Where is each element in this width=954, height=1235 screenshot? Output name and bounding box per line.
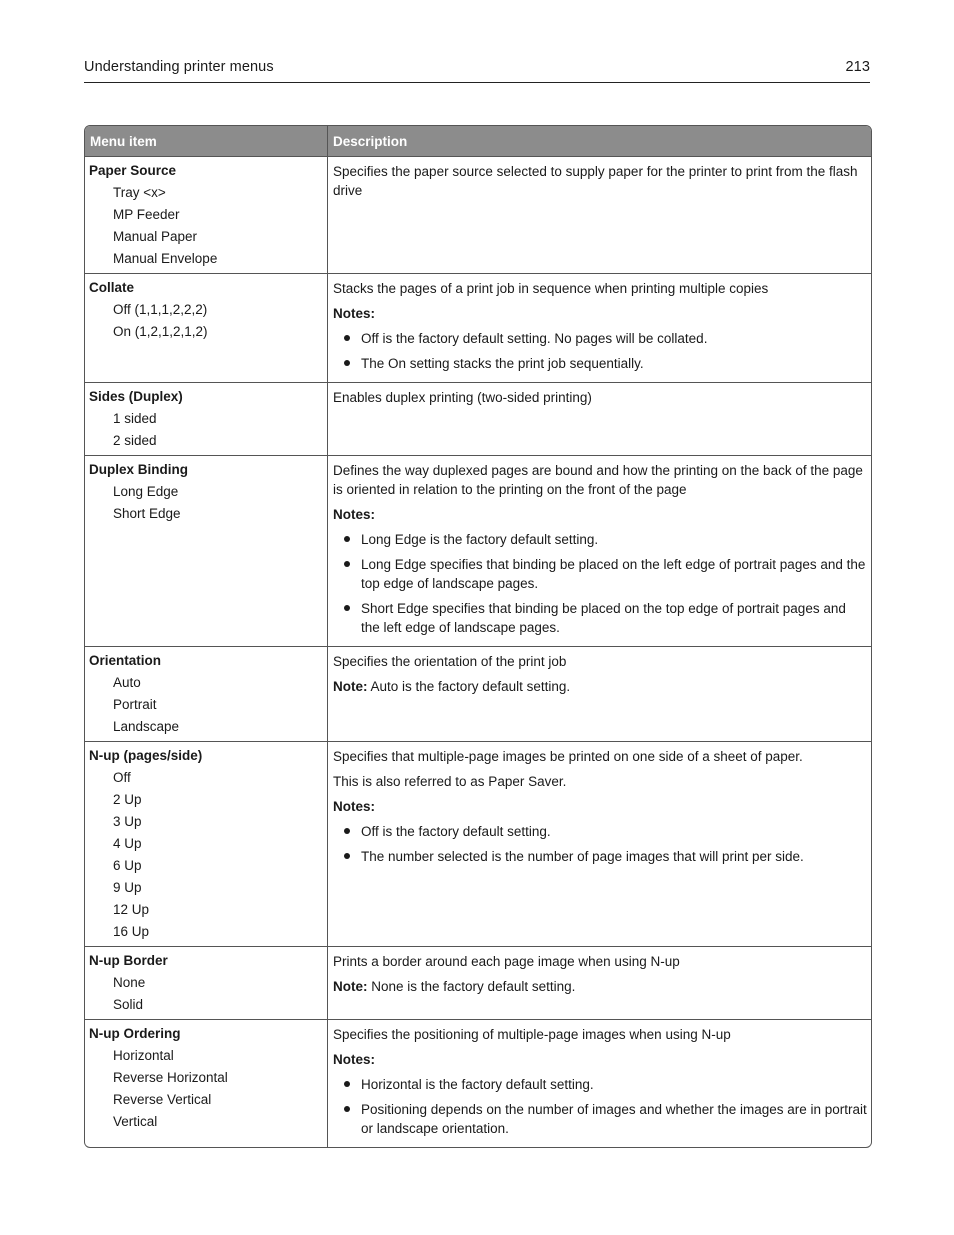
note-item-text: Positioning depends on the number of images and whether the images are in portrait or landscape orientation. xyxy=(361,1102,867,1136)
description-cell xyxy=(328,742,871,946)
menu-option: Manual Envelope xyxy=(113,251,218,266)
menu-option: On (1,2,1,2,1,2) xyxy=(113,324,208,339)
menu-item-title: N-up Border xyxy=(89,953,168,968)
description-text: Enables duplex printing (two-sided printing) xyxy=(333,390,592,405)
note-text: None is the factory default setting. xyxy=(367,979,576,994)
note-item xyxy=(333,329,867,348)
description-cell xyxy=(328,157,871,273)
bullet-icon xyxy=(344,360,350,366)
note xyxy=(333,677,867,696)
bullet-icon xyxy=(344,853,350,859)
note-item-text: Short Edge specifies that binding be placed on the top edge of portrait pages and the left edge of landscape pages. xyxy=(361,601,846,635)
menu-option: Reverse Vertical xyxy=(113,1092,212,1107)
bullet-icon xyxy=(344,828,350,834)
note-item xyxy=(333,847,867,866)
description-text: Defines the way duplexed pages are bound and how the printing on the back of the page is oriented in relation to the printing on the front of the page xyxy=(333,463,863,497)
note-item xyxy=(333,354,867,373)
menu-item-cell xyxy=(85,742,328,946)
menu-option: 16 Up xyxy=(113,924,150,939)
menu-item-cell xyxy=(85,1020,328,1147)
menu-item-cell xyxy=(85,157,328,273)
note-item-text: Long Edge specifies that binding be placed on the left edge of portrait pages and the top edge of landscape pages. xyxy=(361,557,866,591)
notes-heading: Notes: xyxy=(333,507,376,522)
notes-heading: Notes: xyxy=(333,1052,376,1067)
bullet-icon xyxy=(344,335,350,341)
description-cell xyxy=(328,274,871,382)
note-item xyxy=(333,599,867,637)
menu-option: Horizontal xyxy=(113,1048,174,1063)
note-item xyxy=(333,1100,867,1138)
menu-item-cell xyxy=(85,947,328,1019)
description-text: Stacks the pages of a print job in sequence when printing multiple copies xyxy=(333,281,769,296)
description-text: Specifies that multiple-page images be printed on one side of a sheet of paper. xyxy=(333,749,803,764)
menu-option: Portrait xyxy=(113,697,157,712)
table-row xyxy=(85,455,871,646)
menu-option: 4 Up xyxy=(113,836,142,851)
column-header-menu-item: Menu item xyxy=(85,126,328,156)
description-cell xyxy=(328,947,871,1019)
menu-option: Tray <x> xyxy=(113,185,166,200)
menu-option: 12 Up xyxy=(113,902,150,917)
bullet-icon xyxy=(344,561,350,567)
menu-option: Manual Paper xyxy=(113,229,198,244)
menu-option: 2 sided xyxy=(113,433,157,448)
section-title: Understanding printer menus xyxy=(84,59,274,75)
menu-item-title: Paper Source xyxy=(89,163,177,178)
column-header-description: Description xyxy=(333,134,408,149)
menu-option: 6 Up xyxy=(113,858,142,873)
notes-list xyxy=(333,329,867,373)
menu-item-title: Sides (Duplex) xyxy=(89,389,183,404)
bullet-icon xyxy=(344,1106,350,1112)
bullet-icon xyxy=(344,605,350,611)
note-item-text: Long Edge is the factory default setting. xyxy=(361,532,599,547)
table-row xyxy=(85,946,871,1019)
note-text: Auto is the factory default setting. xyxy=(367,679,571,694)
description-cell xyxy=(328,383,871,455)
menu-item-cell xyxy=(85,456,328,646)
menu-option: 1 sided xyxy=(113,411,157,426)
description-text: Prints a border around each page image when using N-up xyxy=(333,954,680,969)
menu-option: Landscape xyxy=(113,719,180,734)
note-item xyxy=(333,555,867,593)
menu-item-title: Collate xyxy=(89,280,135,295)
description-text: This is also referred to as Paper Saver. xyxy=(333,774,567,789)
notes-list xyxy=(333,1075,867,1138)
menu-option: Reverse Horizontal xyxy=(113,1070,228,1085)
note-item xyxy=(333,530,867,549)
notes-heading: Notes: xyxy=(333,799,376,814)
menu-option: Off xyxy=(113,770,131,785)
menu-option: 3 Up xyxy=(113,814,142,829)
note-item-text: The On setting stacks the print job sequentially. xyxy=(361,356,644,371)
note-item-text: Off is the factory default setting. xyxy=(361,824,551,839)
menu-option: Solid xyxy=(113,997,144,1012)
description-text: Specifies the positioning of multiple-page images when using N-up xyxy=(333,1027,731,1042)
note-item-text: Off is the factory default setting. No pages will be collated. xyxy=(361,331,708,346)
running-header xyxy=(84,59,870,83)
menu-item-title: N-up (pages/side) xyxy=(89,748,203,763)
table-row xyxy=(85,273,871,382)
table-row xyxy=(85,156,871,273)
table-row xyxy=(85,646,871,741)
menu-option: 9 Up xyxy=(113,880,142,895)
table-row xyxy=(85,1019,871,1147)
menu-option: Short Edge xyxy=(113,506,181,521)
table-header xyxy=(85,126,871,156)
menu-item-title: Orientation xyxy=(89,653,162,668)
bullet-icon xyxy=(344,536,350,542)
menu-option: Auto xyxy=(113,675,141,690)
bullet-icon xyxy=(344,1081,350,1087)
description-text: Specifies the orientation of the print job xyxy=(333,654,567,669)
description-cell xyxy=(328,456,871,646)
notes-list xyxy=(333,530,867,637)
note-item xyxy=(333,1075,867,1094)
description-text: Specifies the paper source selected to supply paper for the printer to print from the flash drive xyxy=(333,164,858,198)
description-cell xyxy=(328,647,871,741)
menu-option: None xyxy=(113,975,146,990)
menu-item-title: Duplex Binding xyxy=(89,462,188,477)
note-label: Note: xyxy=(333,679,368,694)
menu-option: Off (1,1,1,2,2,2) xyxy=(113,302,208,317)
notes-list xyxy=(333,822,867,866)
menu-item-cell xyxy=(85,274,328,382)
note xyxy=(333,977,867,996)
note-label: Note: xyxy=(333,979,368,994)
note-item-text: Horizontal is the factory default setting. xyxy=(361,1077,594,1092)
notes-heading: Notes: xyxy=(333,306,376,321)
table-row xyxy=(85,741,871,946)
table-row xyxy=(85,382,871,455)
page-number: 213 xyxy=(845,59,870,75)
menu-option: MP Feeder xyxy=(113,207,180,222)
menu-table xyxy=(84,125,872,1148)
note-item-text: The number selected is the number of page images that will print per side. xyxy=(361,849,804,864)
menu-item-cell xyxy=(85,383,328,455)
menu-option: Vertical xyxy=(113,1114,158,1129)
menu-option: 2 Up xyxy=(113,792,142,807)
menu-option: Long Edge xyxy=(113,484,179,499)
menu-item-cell xyxy=(85,647,328,741)
note-item xyxy=(333,822,867,841)
description-cell xyxy=(328,1020,871,1147)
menu-item-title: N-up Ordering xyxy=(89,1026,181,1041)
table-body xyxy=(85,156,871,1147)
